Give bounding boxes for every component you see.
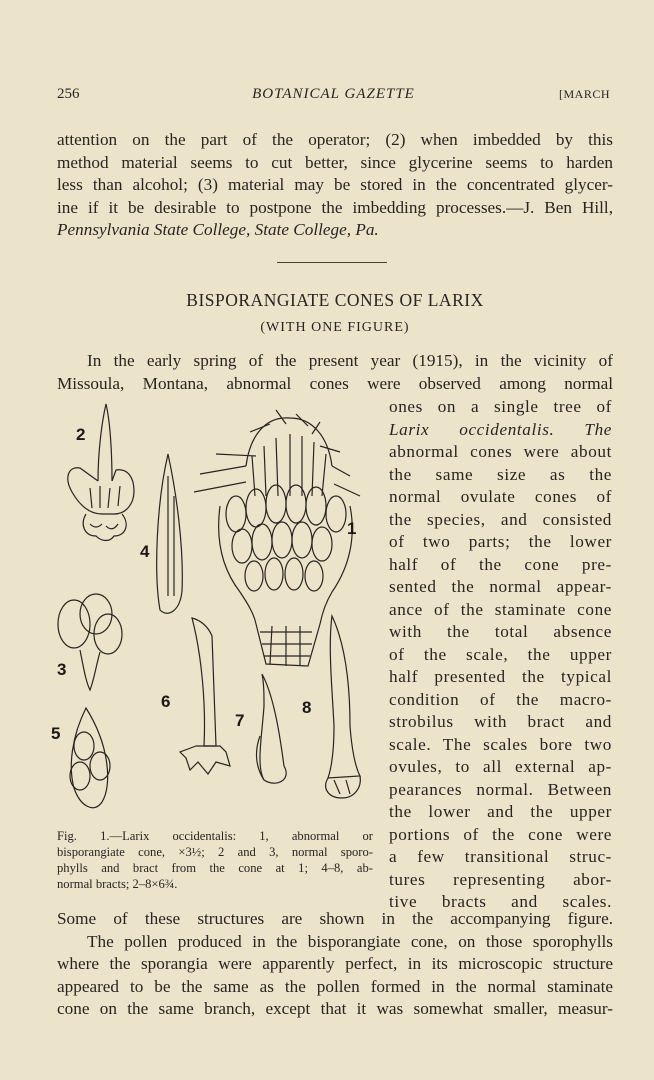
text-line: method material seems to cut better, since glycerine seems to harden [57, 152, 613, 172]
figure-label-6: 6 [161, 692, 171, 711]
text-line: tures representing abor- [389, 869, 612, 889]
text-line: ones on a single tree of [389, 397, 612, 416]
caption-line: phylls and bract from the cone at 1; 4–8, ab- [57, 861, 373, 875]
figure-label-2: 2 [76, 425, 86, 444]
text-line: pearances normal. Between [389, 779, 612, 799]
article-subtitle: (WITH ONE FIGURE) [260, 320, 410, 335]
section-divider [277, 262, 387, 263]
text-line: half presented the typical [389, 667, 612, 686]
closing-paragraph [57, 908, 613, 1021]
text-line: with the total absence [389, 622, 612, 641]
figure-label-5: 5 [51, 724, 61, 743]
text-line: ance of the staminate cone [389, 599, 612, 619]
text-line: scale. The scales bore two [389, 734, 612, 754]
text-line: abnormal cones were about [389, 442, 612, 461]
figure-label-1: 1 [347, 519, 357, 538]
figure-caption [57, 828, 373, 892]
text-line: Larix occidentalis. The [389, 419, 612, 439]
article-title: BISPORANGIATE CONES OF LARIX [186, 290, 484, 310]
wrapped-text-column [389, 396, 612, 914]
text-line: strobilus with bract and [389, 712, 612, 731]
text-line: of two parts; the lower [389, 532, 612, 551]
text-line: tive bracts and scales. [389, 892, 612, 911]
caption-line: normal bracts; 2–8×6¾. [57, 877, 178, 891]
bract-drawing-6 [180, 618, 230, 774]
text-line: normal ovulate cones of [389, 487, 612, 506]
larix-figure [50, 396, 385, 821]
journal-title: BOTANICAL GAZETTE [252, 86, 415, 102]
author-affiliation: Pennsylvania State College, State College, Pa. [57, 220, 379, 239]
issue-month: [MARCH [558, 87, 610, 101]
text-line: ine if it be desirable to postpone the imbedding processes.—J. Ben Hill, [57, 197, 613, 217]
page-number: 256 [57, 86, 80, 102]
text-line: The pollen produced in the bisporangiate cone, on those sporophylls [87, 931, 613, 951]
bract-drawing-8 [326, 616, 361, 798]
text-line: the same size as the [389, 464, 612, 484]
sporophyll-drawing-3 [58, 594, 122, 690]
text-line: where the sporangia were apparently perfect, in its microscopic structure [57, 954, 613, 973]
bract-drawing-7 [257, 674, 287, 783]
caption-line: bisporangiate cone, ×3½; 2 and 3, normal sporo- [57, 845, 373, 859]
text-line: of the scale, the upper [389, 644, 612, 664]
text-line: sented the normal appear- [389, 577, 612, 596]
figure-label-7: 7 [235, 711, 245, 730]
text-line: portions of the cone were [389, 824, 612, 844]
figure-label-3: 3 [57, 660, 67, 679]
text-line: Some of these structures are shown in the accompanying figure. [57, 909, 613, 928]
running-header [57, 86, 610, 108]
text-line: less than alcohol; (3) material may be stored in the concentrated glycer- [57, 175, 613, 194]
text-line: condition of the macro- [389, 689, 612, 709]
text-line: the species, and consisted [389, 509, 612, 529]
bract-drawing-5 [70, 708, 110, 808]
text-line: Missoula, Montana, abnormal cones were observed among normal [57, 373, 613, 393]
text-line: In the early spring of the present year (1915), in the vicinity of [87, 351, 613, 370]
text-line: half of the cone pre- [389, 554, 612, 574]
bisporangiate-cone-drawing-1 [194, 410, 360, 666]
intro-paragraph [57, 129, 613, 242]
text-line: the lower and the upper [389, 802, 612, 821]
text-line: a few transitional struc- [389, 847, 612, 866]
bract-drawing-4 [157, 454, 183, 613]
figure-label-4: 4 [140, 542, 150, 561]
figure-label-8: 8 [302, 698, 312, 717]
text-line: appeared to be the same as the pollen formed in the normal staminate [57, 976, 613, 996]
text-line: cone on the same branch, except that it was somewhat smaller, measur- [57, 999, 613, 1018]
text-line: attention on the part of the operator; (2) when imbedded by this [57, 130, 613, 149]
opening-paragraph [57, 350, 613, 395]
text-line: ovules, to all external ap- [389, 757, 612, 776]
caption-line: Fig. 1.—Larix occidentalis: 1, abnormal or [57, 829, 373, 843]
